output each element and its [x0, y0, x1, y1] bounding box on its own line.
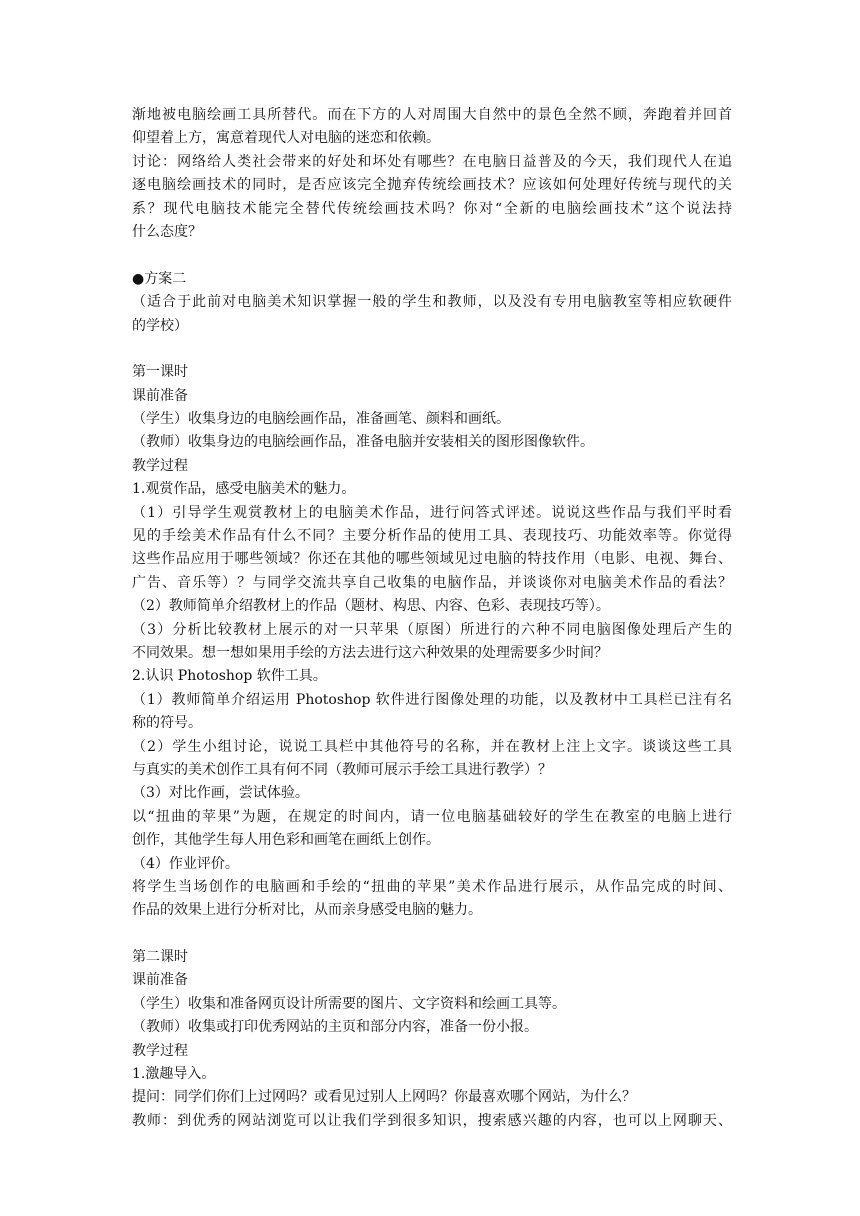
text-line: 不同效果。想一想如果用手绘的方法去进行这六种效果的处理需要多少时间？	[132, 644, 608, 661]
text-line: （4）作业评价。	[132, 855, 239, 872]
text-line: （适合于此前对电脑美术知识掌握一般的学生和教师，以及没有专用电脑教室等相应软硬件	[132, 294, 732, 311]
text-line: （学生）收集身边的电脑绘画作品，准备画笔、颜料和画纸。	[132, 411, 510, 428]
text-line: 课前准备	[132, 387, 188, 404]
text-line: 将学生当场创作的电脑画和手绘的“扭曲的苹果”美术作品进行展示，从作品完成的时间、	[132, 878, 732, 895]
text-line: （1）引导学生观赏教材上的电脑美术作品，进行问答式评述。说说这些作品与我们平时看	[132, 504, 732, 521]
text-line: ●方案二	[132, 270, 187, 287]
text-line: 什么态度？	[132, 223, 202, 240]
blank-line	[132, 923, 732, 946]
text-line: （2）教师简单介绍教材上的作品（题材、构思、内容、色彩、表现技巧等）。	[132, 598, 610, 615]
blank-line	[132, 244, 732, 267]
document-page	[132, 104, 732, 1133]
text-line: 1.观赏作品，感受电脑美术的魅力。	[132, 481, 356, 498]
text-line: （2）学生小组讨论，说说工具栏中其他符号的名称，并在教材上注上文字。谈谈这些工具	[132, 738, 732, 755]
text-line: 讨论：网络给人类社会带来的好处和坏处有哪些？在电脑日益普及的今天，我们现代人在追	[132, 153, 732, 170]
text-line: 称的符号。	[132, 715, 202, 732]
text-line: （3）对比作画，尝试体验。	[132, 785, 309, 802]
text-line: 系？现代电脑技术能完全替代传统绘画技术吗？你对“全新的电脑绘画技术”这个说法持	[132, 200, 732, 217]
text-line: （1）教师简单介绍运用 Photoshop 软件进行图像处理的功能，以及教材中工具栏已注有名	[132, 691, 732, 708]
text-line: 提问：同学们你们上过网吗？或看见过别人上网吗？你最喜欢哪个网站，为什么？	[132, 1089, 636, 1106]
text-line: 的学校）	[132, 317, 188, 334]
blank-line	[132, 338, 732, 361]
text-line: 1.激趣导入。	[132, 1066, 216, 1083]
text-line: （学生）收集和准备网页设计所需要的图片、文字资料和绘画工具等。	[132, 995, 566, 1012]
text-line: （3）分析比较教材上展示的对一只苹果（原图）所进行的六种不同电脑图像处理后产生的	[132, 621, 732, 638]
text-line: 第一课时	[132, 364, 188, 381]
text-line: 课前准备	[132, 972, 188, 989]
text-line: 教学过程	[132, 457, 188, 474]
text-line: （教师）收集或打印优秀网站的主页和部分内容，准备一份小报。	[132, 1019, 538, 1036]
text-line: 以“扭曲的苹果”为题，在规定的时间内，请一位电脑基础较好的学生在教室的电脑上进行	[132, 808, 732, 825]
text-line: 教师：到优秀的网站浏览可以让我们学到很多知识，搜索感兴趣的内容，也可以上网聊天、	[132, 1112, 732, 1129]
text-line: 这些作品应用于哪些领域？你还在其他的哪些领域见过电脑的特技作用（电影、电视、舞台、	[132, 551, 732, 568]
text-line: 与真实的美术创作工具有何不同（教师可展示手绘工具进行教学）？	[132, 761, 552, 778]
text-line: 教学过程	[132, 1042, 188, 1059]
text-line: 第二课时	[132, 949, 188, 966]
text-line: 作品的效果上进行分析对比，从而亲身感受电脑的魅力。	[132, 902, 482, 919]
text-line: 2.认识 Photoshop 软件工具。	[132, 668, 327, 685]
text-line: 仰望着上方，寓意着现代人对电脑的迷恋和依赖。	[132, 130, 440, 147]
text-line: 见的手绘美术作品有什么不同？主要分析作品的使用工具、表现技巧、功能效率等。你觉得	[132, 528, 732, 545]
text-line: 创作，其他学生每人用色彩和画笔在画纸上创作。	[132, 832, 440, 849]
text-line: 渐地被电脑绘画工具所替代。而在下方的人对周围大自然中的景色全然不顾，奔跑着并回首	[132, 107, 732, 123]
text-line: 广告、音乐等）？与同学交流共享自己收集的电脑作品，并谈谈你对电脑美术作品的看法？	[132, 574, 732, 591]
text-line: （教师）收集身边的电脑绘画作品，准备电脑并安装相关的图形图像软件。	[132, 434, 594, 451]
text-line: 逐电脑绘画技术的同时，是否应该完全抛弃传统绘画技术？应该如何处理好传统与现代的关	[132, 177, 732, 194]
